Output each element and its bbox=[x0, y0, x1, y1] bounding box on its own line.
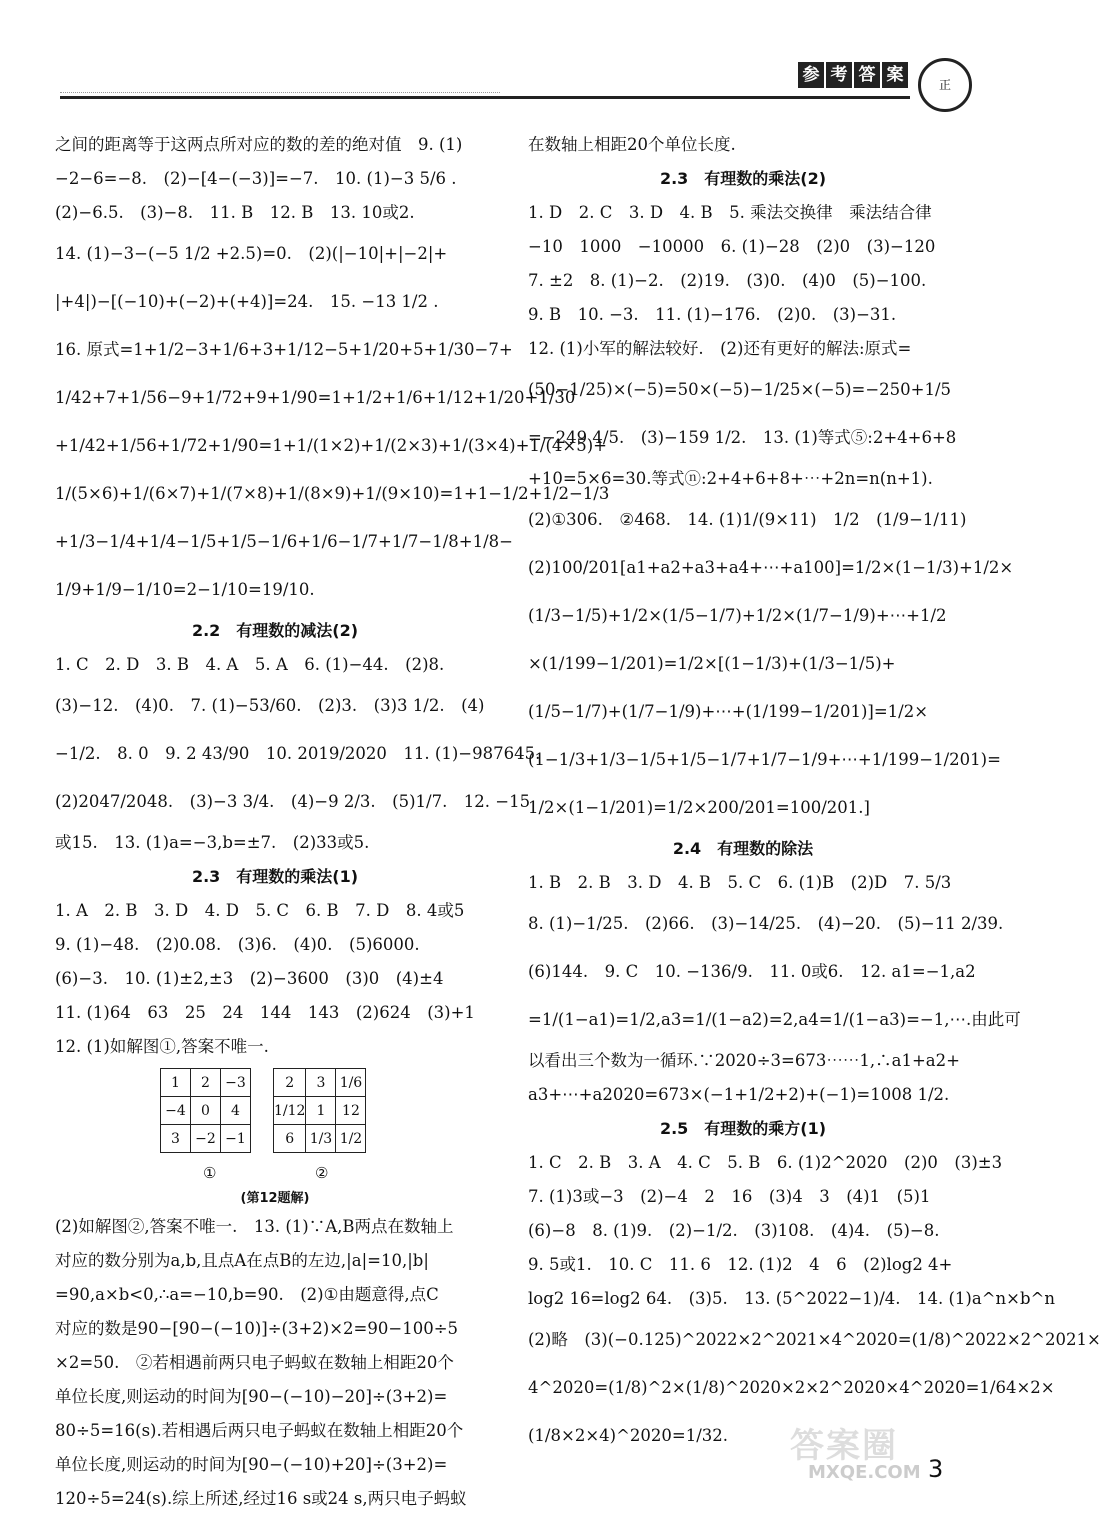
answer-line: 1/2×(1−1/201)=1/2×200/201=100/201.] bbox=[528, 798, 870, 817]
magic-square-1 bbox=[160, 1068, 251, 1153]
answer-line: 1/42+7+1/56−9+1/72+9+1/90=1+1/2+1/6+1/12+1/20+1/30 bbox=[55, 388, 576, 407]
figure-label: ① bbox=[203, 1164, 217, 1182]
answer-line: 1/(5×6)+1/(6×7)+1/(7×8)+1/(8×9)+1/(9×10)=1+1−1/2+1/2−1/3 bbox=[55, 484, 610, 503]
magic-square-2 bbox=[273, 1068, 366, 1153]
answer-line: (1/5−1/7)+(1/7−1/9)+⋯+(1/199−1/201)]=1/2× bbox=[528, 702, 929, 721]
answer-line: 单位长度,则运动的时间为[90−(−10)+20]÷(3+2)= bbox=[55, 1455, 448, 1474]
answer-line: 16. 原式=1+1/2−3+1/6+3+1/12−5+1/20+5+1/30−7+ bbox=[55, 340, 513, 359]
answer-line: 7. ±2 8. (1)−2. (2)19. (3)0. (4)0 (5)−100. bbox=[528, 271, 927, 290]
magic-square-figures bbox=[55, 1068, 495, 1188]
answer-line: 对应的数是90−[90−(−10)]÷(3+2)×2=90−100÷5 bbox=[55, 1319, 459, 1338]
answer-line: =1/(1−a1)=1/2,a3=1/(1−a2)=2,a4=1/(1−a3)=−1,⋯.由此可 bbox=[528, 1010, 1021, 1029]
grid-cell: 1 bbox=[161, 1069, 191, 1097]
section-title: 2.5 有理数的乘方(1) bbox=[659, 1119, 827, 1138]
section-title: 2.3 有理数的乘法(2) bbox=[659, 169, 827, 188]
answer-line: (2)2047/2048. (3)−3 3/4. (4)−9 2/3. (5)1/7. 12. −15 bbox=[55, 792, 531, 811]
grid-cell: 6 bbox=[274, 1125, 306, 1153]
header-char: 参 bbox=[798, 62, 824, 88]
section-title: 2.3 有理数的乘法(1) bbox=[191, 867, 359, 886]
answer-line: 1/9+1/9−1/10=2−1/10=19/10. bbox=[55, 580, 315, 599]
section-title: 2.2 有理数的减法(2) bbox=[191, 621, 359, 640]
answer-line: 9. (1)−48. (2)0.08. (3)6. (4)0. (5)6000. bbox=[55, 935, 420, 954]
grid-cell: −3 bbox=[221, 1069, 251, 1097]
answer-line: (2)−6.5. (3)−8. 11. B 12. B 13. 10或2. bbox=[55, 203, 415, 222]
publisher-logo: 正 bbox=[918, 58, 972, 112]
grid-cell: 1/3 bbox=[306, 1125, 336, 1153]
answer-line: 12. (1)如解图①,答案不唯一. bbox=[55, 1037, 269, 1056]
answer-line: 以看出三个数为一循环.∵2020÷3=673⋯⋯1,∴a1+a2+ bbox=[528, 1051, 960, 1070]
header-title bbox=[798, 62, 908, 88]
answer-line: (6)−3. 10. (1)±2,±3 (2)−3600 (3)0 (4)±4 bbox=[55, 969, 444, 988]
answer-line: (6)144. 9. C 10. −136/9. 11. 0或6. 12. a1=−1,a2 bbox=[528, 962, 976, 981]
answer-line: (6)−8 8. (1)9. (2)−1/2. (3)108. (4)4. (5)−8. bbox=[528, 1221, 940, 1240]
answer-line: ×2=50. ②若相遇前两只电子蚂蚁在数轴上相距20个 bbox=[55, 1353, 454, 1372]
grid-cell: −2 bbox=[191, 1125, 221, 1153]
answer-line: 对应的数分别为a,b,且点A在点B的左边,|a|=10,|b| bbox=[55, 1251, 429, 1270]
answer-line: +10=5×6=30.等式ⓝ:2+4+6+8+⋯+2n=n(n+1). bbox=[528, 469, 933, 488]
answer-line: (3)−12. (4)0. 7. (1)−53/60. (2)3. (3)3 1/2. (4) bbox=[55, 696, 485, 715]
answer-line: 7. (1)3或−3 (2)−4 2 16 (3)4 3 (4)1 (5)1 bbox=[528, 1187, 931, 1206]
answer-line: 1. B 2. B 3. D 4. B 5. C 6. (1)B (2)D 7. 5/3 bbox=[528, 873, 952, 892]
answer-line: |+4|)−[(−10)+(−2)+(+4)]=24. 15. −13 1/2 . bbox=[55, 292, 439, 311]
figure-label: ② bbox=[315, 1164, 329, 1182]
grid-cell: 1/2 bbox=[336, 1125, 366, 1153]
answer-line: +1/3−1/4+1/4−1/5+1/5−1/6+1/6−1/7+1/7−1/8+1/8− bbox=[55, 532, 514, 551]
header-dotted-rule bbox=[60, 92, 500, 93]
grid-cell: −1 bbox=[221, 1125, 251, 1153]
answer-line: 单位长度,则运动的时间为[90−(−10)−20]÷(3+2)= bbox=[55, 1387, 448, 1406]
answer-line: (1/8×2×4)^2020=1/32. bbox=[528, 1426, 729, 1445]
grid-cell: 1/12 bbox=[274, 1097, 306, 1125]
answer-line: −1/2. 8. 0 9. 2 43/90 10. 2019/2020 11. (1)−987645. bbox=[55, 744, 541, 763]
header-char: 答 bbox=[854, 62, 880, 88]
answer-line: =90,a×b<0,∴a=−10,b=90. (2)①由题意得,点C bbox=[55, 1285, 439, 1304]
header-char: 考 bbox=[826, 62, 852, 88]
answer-line: 4^2020=(1/8)^2×(1/8)^2020×2×2^2020×4^2020=1/64×2× bbox=[528, 1378, 1055, 1397]
answer-line: (2)①306. ②468. 14. (1)1/(9×11) 1/2 (1/9−1/11) bbox=[528, 510, 967, 529]
header-char: 案 bbox=[882, 62, 908, 88]
header-rule bbox=[60, 96, 910, 99]
answer-line: 1. C 2. D 3. B 4. A 5. A 6. (1)−44. (2)8. bbox=[55, 655, 445, 674]
answer-line: 1. A 2. B 3. D 4. D 5. C 6. B 7. D 8. 4或5 bbox=[55, 901, 465, 920]
answer-line: (1−1/3+1/3−1/5+1/5−1/7+1/7−1/9+⋯+1/199−1/201)= bbox=[528, 750, 1001, 769]
answer-line: 120÷5=24(s).综上所述,经过16 s或24 s,两只电子蚂蚁 bbox=[55, 1489, 467, 1508]
grid-cell: 2 bbox=[274, 1069, 306, 1097]
answer-line: 或15. 13. (1)a=−3,b=±7. (2)33或5. bbox=[55, 833, 370, 852]
grid-cell: 3 bbox=[306, 1069, 336, 1097]
grid-cell: 3 bbox=[161, 1125, 191, 1153]
grid-cell: 1 bbox=[306, 1097, 336, 1125]
grid-cell: 12 bbox=[336, 1097, 366, 1125]
grid-cell: 2 bbox=[191, 1069, 221, 1097]
answer-line: 11. (1)64 63 25 24 144 143 (2)624 (3)+1 bbox=[55, 1003, 475, 1022]
answer-line: (2)略 (3)(−0.125)^2022×2^2021×4^2020=(1/8)^2022×2^2021× bbox=[528, 1330, 1101, 1349]
section-title: 2.4 有理数的除法 bbox=[672, 839, 814, 858]
watermark-url: MXQE.COM bbox=[808, 1462, 921, 1483]
answer-line: −2−6=−8. (2)−[4−(−3)]=−7. 10. (1)−3 5/6 . bbox=[55, 169, 457, 188]
left-column bbox=[55, 128, 610, 1516]
answer-line: 9. B 10. −3. 11. (1)−176. (2)0. (3)−31. bbox=[528, 305, 897, 324]
answer-line: (2)如解图②,答案不唯一. 13. (1)∵A,B两点在数轴上 bbox=[55, 1217, 454, 1236]
answer-line: 80÷5=16(s).若相遇后两只电子蚂蚁在数轴上相距20个 bbox=[55, 1421, 464, 1440]
figure-caption: (第12题解) bbox=[240, 1191, 310, 1206]
answer-line: (2)100/201[a1+a2+a3+a4+⋯+a100]=1/2×(1−1/3)+1/2× bbox=[528, 558, 1014, 577]
answer-line: (50−1/25)×(−5)=50×(−5)−1/25×(−5)=−250+1/5 bbox=[528, 380, 952, 399]
grid-cell: −4 bbox=[161, 1097, 191, 1125]
watermark: 答案圈 bbox=[790, 1426, 898, 1466]
answer-line: log2 16=log2 64. (3)5. 13. (5^2022−1)/4. 14. (1)a^n×b^n bbox=[528, 1289, 1055, 1308]
answer-line: =−249 4/5. (3)−159 1/2. 13. (1)等式⑤:2+4+6+8 bbox=[528, 428, 957, 447]
grid-cell: 4 bbox=[221, 1097, 251, 1125]
answer-line: 14. (1)−3−(−5 1/2 +2.5)=0. (2)(|−10|+|−2|+ bbox=[55, 244, 448, 263]
grid-cell: 0 bbox=[191, 1097, 221, 1125]
answer-line: +1/42+1/56+1/72+1/90=1+1/(1×2)+1/(2×3)+1/(3×4)+1/(4×5)+ bbox=[55, 436, 607, 455]
answer-line: ×(1/199−1/201)=1/2×[(1−1/3)+(1/3−1/5)+ bbox=[528, 654, 896, 673]
answer-line: 1. C 2. B 3. A 4. C 5. B 6. (1)2^2020 (2)0 (3)±3 bbox=[528, 1153, 1003, 1172]
page-header bbox=[0, 0, 1000, 125]
answer-line: (1/3−1/5)+1/2×(1/5−1/7)+1/2×(1/7−1/9)+⋯+1/2 bbox=[528, 606, 947, 625]
answer-line: 之间的距离等于这两点所对应的数的差的绝对值 9. (1) bbox=[55, 135, 463, 154]
answer-line: 9. 5或1. 10. C 11. 6 12. (1)2 4 6 (2)log2 4+ bbox=[528, 1255, 953, 1274]
answer-line: 12. (1)小军的解法较好. (2)还有更好的解法:原式= bbox=[528, 339, 912, 358]
page-number: 3 bbox=[928, 1455, 944, 1483]
right-column bbox=[528, 128, 1101, 1460]
answer-line: 在数轴上相距20个单位长度. bbox=[528, 135, 736, 154]
answer-line: 1. D 2. C 3. D 4. B 5. 乘法交换律 乘法结合律 bbox=[528, 203, 932, 222]
answer-line: 8. (1)−1/25. (2)66. (3)−14/25. (4)−20. (5)−11 2/39. bbox=[528, 914, 1004, 933]
grid-cell: 1/6 bbox=[336, 1069, 366, 1097]
answer-line: a3+⋯+a2020=673×(−1+1/2+2)+(−1)=1008 1/2. bbox=[528, 1085, 950, 1104]
answer-line: −10 1000 −10000 6. (1)−28 (2)0 (3)−120 bbox=[528, 237, 936, 256]
